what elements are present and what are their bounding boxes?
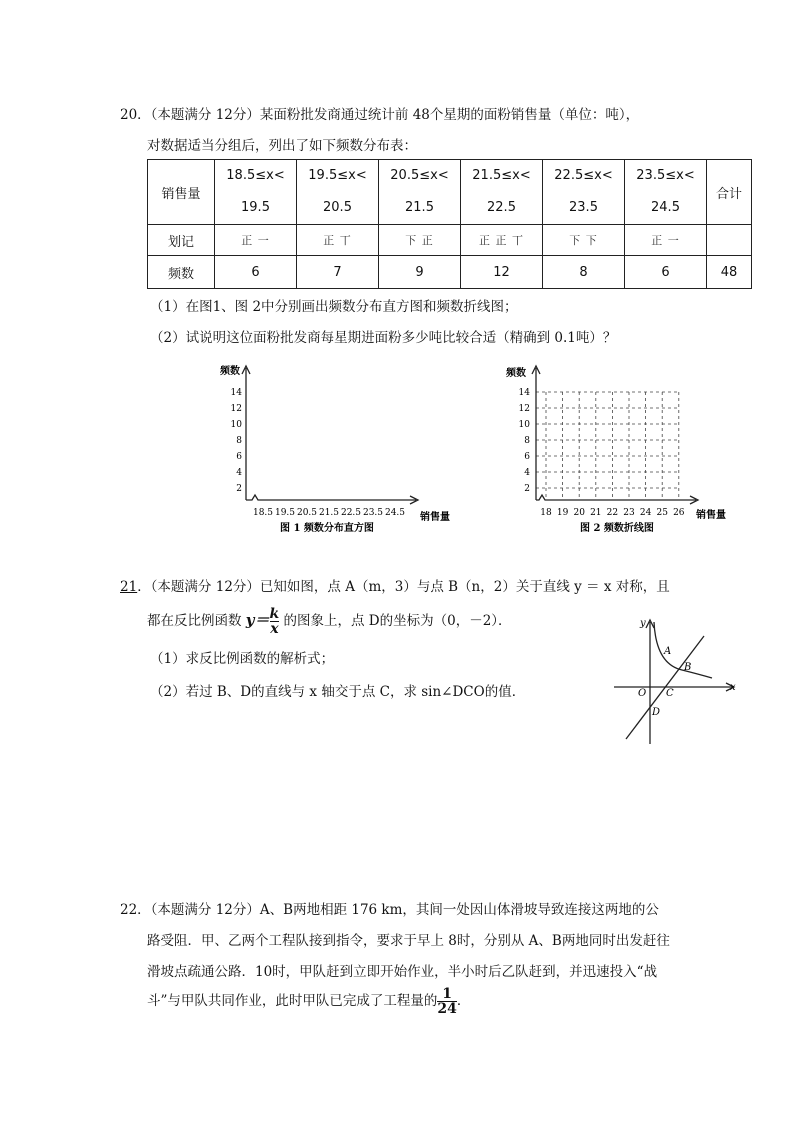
table-cell-class: 21.5≤x< 22.5 — [461, 160, 543, 225]
q22-line4-pre: 斗”与甲队共同作业，此时甲队已完成了工程量的 — [147, 993, 438, 1009]
fig2-ytick-label: 12 — [518, 404, 530, 414]
fig1-ytick-label: 2 — [236, 484, 242, 494]
figure-2-line-graph-axes — [500, 360, 740, 540]
q21-number: 21 — [120, 579, 138, 595]
q21-fig-C: C — [666, 688, 674, 699]
figure-1-histogram-axes — [210, 360, 460, 540]
fig2-xtick-label: 25 — [656, 508, 668, 518]
q21-fig-x-label: x — [730, 682, 736, 693]
table-cell-tally: 正 丅 — [297, 225, 379, 256]
q21-sub2: （2）若过 B、D的直线与 x 轴交于点 C，求 sin∠DCO的值． — [150, 684, 526, 700]
fig1-ytick-label: 10 — [230, 420, 242, 430]
fig1-xtick-label: 22.5 — [340, 508, 362, 518]
fig1-ylabel: 频数 — [220, 366, 240, 377]
table-header-sales: 销售量 — [148, 160, 215, 225]
fig2-ytick-label: 4 — [524, 468, 530, 478]
q22-line4-post: ． — [456, 993, 471, 1009]
q21-fig-B: B — [684, 662, 692, 673]
q21-line2 — [147, 603, 512, 638]
fig2-ytick-label: 10 — [518, 420, 530, 430]
table-header-freq: 频数 — [148, 256, 215, 289]
fig1-caption: 图 1 频数分布直方图 — [280, 523, 374, 534]
table-header-tally: 划记 — [148, 225, 215, 256]
table-cell-freq: 8 — [543, 256, 625, 289]
table-cell-total-freq: 48 — [707, 256, 752, 289]
q22-line4 — [147, 984, 470, 1018]
table-cell-class: 19.5≤x< 20.5 — [297, 160, 379, 225]
q20-line2: 对数据适当分组后，列出了如下频数分布表： — [147, 138, 417, 154]
q21-fig-O: O — [638, 688, 647, 699]
q21-func-num: k — [269, 606, 280, 622]
fig1-x-axis — [246, 495, 416, 500]
fig2-xtick-label: 19 — [556, 508, 569, 518]
fig1-ytick-label: 4 — [236, 468, 242, 478]
table-cell-freq: 12 — [461, 256, 543, 289]
fig2-xtick-label: 26 — [673, 508, 685, 518]
table-cell-class: 18.5≤x< 19.5 — [215, 160, 297, 225]
q21-hyperbola — [654, 622, 712, 678]
fig2-xtick-label: 22 — [606, 508, 619, 518]
q20-sub2: （2）试说明这位面粉批发商每星期进面粉多少吨比较合适（精确到 0.1吨）？ — [150, 330, 617, 346]
q21-func-den: x — [270, 621, 279, 637]
table-cell-freq: 6 — [625, 256, 707, 289]
q21-fig-y-label: y — [640, 618, 646, 629]
fig1-xtick-label: 24.5 — [384, 508, 406, 518]
table-cell-class: 22.5≤x< 23.5 — [543, 160, 625, 225]
q21-sub1: （1）求反比例函数的解析式； — [150, 651, 335, 667]
fig2-xtick-label: 23 — [623, 508, 635, 518]
table-cell-tally: 正 一 — [625, 225, 707, 256]
table-cell-freq: 6 — [215, 256, 297, 289]
fig1-xtick-label: 23.5 — [362, 508, 384, 518]
fig1-xtick-label: 18.5 — [252, 508, 274, 518]
q21-func-fraction — [270, 607, 280, 636]
fig1-xtick-label: 21.5 — [318, 508, 340, 518]
fig2-x-axis — [536, 495, 696, 500]
q21-figure — [610, 612, 745, 747]
fig1-ytick-label: 14 — [230, 388, 242, 398]
fig2-xtick-label: 20 — [573, 508, 585, 518]
fig2-ytick-label: 6 — [524, 452, 530, 462]
q22-frac-num: 1 — [442, 986, 453, 1002]
fig2-caption: 图 2 频数折线图 — [580, 523, 654, 534]
fig2-ylabel: 频数 — [506, 368, 526, 379]
table-cell-tally: 下 正 — [379, 225, 461, 256]
table-header-total: 合计 — [707, 160, 752, 225]
table-cell-tally: 正 一 — [215, 225, 297, 256]
fig1-xtick-label: 19.5 — [274, 508, 296, 518]
q20-sub1: （1）在图1、图 2中分别画出频数分布直方图和频数折线图； — [150, 299, 518, 315]
fig2-xtick-label: 18 — [540, 508, 552, 518]
table-cell-tally: 正 正 丅 — [461, 225, 543, 256]
q21-line1-text: ．（本题满分 12分）已知如图，点 A（m，3）与点 B（n，2）关于直线 y ＝ x 对称，且 — [137, 579, 670, 595]
fig2-xtick-label: 21 — [590, 508, 602, 518]
q22-line1: 22．（本题满分 12分）A、B两地相距 176 km，其间一处因山体滑坡导致连接这两地的公 — [120, 902, 659, 918]
fig1-ytick-label: 12 — [230, 404, 242, 414]
frequency-table — [147, 159, 752, 289]
q21-fig-D: D — [652, 707, 661, 718]
table-cell-freq: 7 — [297, 256, 379, 289]
fig1-ytick-label: 8 — [236, 436, 242, 446]
fig1-xtick-label: 20.5 — [296, 508, 318, 518]
q22-frac-den: 24 — [437, 1001, 457, 1017]
fig2-xtick-label: 24 — [639, 508, 652, 518]
table-cell-empty — [707, 225, 752, 256]
q22-line2: 路受阻．甲、乙两个工程队接到指令，要求于早上 8时，分别从 A、B两地同时出发赶往 — [147, 933, 670, 949]
fig2-ytick-label: 2 — [524, 484, 530, 494]
table-cell-tally: 下 下 — [543, 225, 625, 256]
fig1-xlabel: 销售量 — [420, 512, 450, 523]
table-cell-class: 23.5≤x< 24.5 — [625, 160, 707, 225]
q21-line2-pre: 都在反比例函数 — [147, 613, 242, 629]
q20-line1: 20．（本题满分 12分）某面粉批发商通过统计前 48个星期的面粉销售量（单位：吨）， — [120, 107, 640, 123]
q21-fig-A: A — [664, 646, 672, 657]
q21-func-y: y＝ — [245, 611, 270, 629]
q21-line1 — [120, 575, 670, 595]
fig2-xlabel: 销售量 — [696, 510, 726, 521]
fig2-ytick-label: 14 — [518, 388, 530, 398]
q21-line2-post: 的图象上，点 D的坐标为（0，－2）． — [283, 613, 512, 629]
fig1-ytick-label: 6 — [236, 452, 242, 462]
table-cell-freq: 9 — [379, 256, 461, 289]
q22-line3: 滑坡点疏通公路．10时，甲队赶到立即开始作业，半小时后乙队赶到，并迅速投入“战 — [147, 964, 658, 980]
fig2-ytick-label: 8 — [524, 436, 530, 446]
table-cell-class: 20.5≤x< 21.5 — [379, 160, 461, 225]
q22-fraction — [437, 987, 456, 1016]
